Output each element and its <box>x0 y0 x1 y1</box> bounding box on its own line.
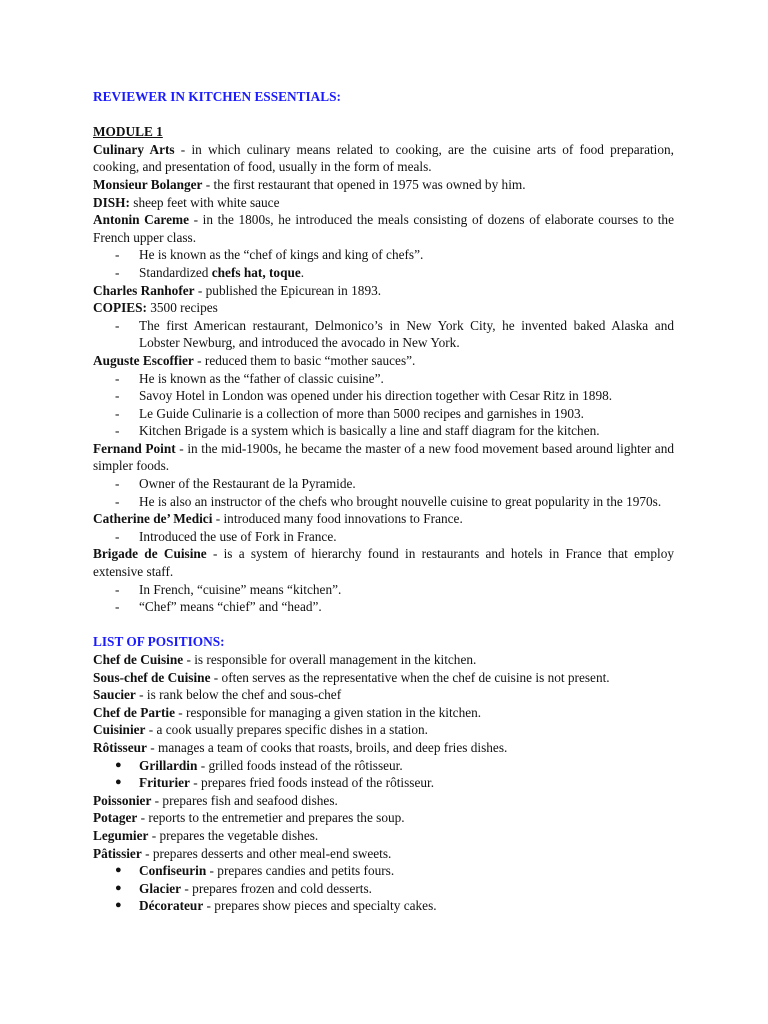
bullet-text: Le Guide Culinarie is a collection of more than 5000 recipes and garnishes in 1903. <box>139 405 584 421</box>
position-term: Cuisinier <box>93 722 146 738</box>
position-text: - prepares frozen and cold desserts. <box>181 880 372 896</box>
entry-term: Fernand Point <box>93 440 176 456</box>
bullet-text: He is known as the “chef of kings and king of chefs”. <box>139 247 424 263</box>
list-item <box>93 862 674 880</box>
dash-marker: - <box>115 581 120 597</box>
bullet-dot-icon: ● <box>115 864 122 877</box>
list-item <box>93 405 674 423</box>
entry-term: DISH: <box>93 194 130 210</box>
bullet-text: Kitchen Brigade is a system which is basically a line and staff diagram for the kitchen. <box>139 423 600 439</box>
position-term: Grillardin <box>139 757 198 773</box>
list-item <box>93 264 674 282</box>
bullet-text: In French, “cuisine” means “kitchen”. <box>139 581 342 597</box>
bullet-text: Owner of the Restaurant de la Pyramide. <box>139 476 356 492</box>
dash-marker: - <box>115 405 120 421</box>
entry-term: Charles Ranhofer <box>93 282 195 298</box>
bullet-dot-icon: ● <box>115 776 122 789</box>
spacer <box>93 106 674 124</box>
position-text: - prepares show pieces and specialty cakes. <box>203 898 437 914</box>
dash-marker: - <box>115 476 120 492</box>
position-poissonier <box>93 792 674 810</box>
entry-text: - reduced them to basic “mother sauces”. <box>193 352 416 368</box>
entry-auguste-escoffier <box>93 352 674 370</box>
entry-text: - is a system of hierarchy found in restaurants and hotels in France that employ extensive staff. <box>93 546 674 580</box>
dash-marker: - <box>115 493 120 509</box>
entry-charles-ranhofer <box>93 282 674 300</box>
dash-marker: - <box>115 247 120 263</box>
list-item <box>93 581 674 599</box>
position-text: - is responsible for overall management in the kitchen. <box>183 652 477 667</box>
position-text: - is rank below the chef and sous-chef <box>135 687 342 703</box>
position-term: Poissonier <box>93 792 152 808</box>
entry-culinary-arts <box>93 141 674 176</box>
entry-text: 3500 recipes <box>146 300 218 316</box>
dash-marker: - <box>115 264 120 280</box>
entry-text: - introduced many food innovations to France. <box>212 511 463 527</box>
entry-monsieur-bolanger <box>93 176 674 194</box>
position-term: Chef de Partie <box>93 704 175 720</box>
bullet-text: Standardized <box>139 264 212 280</box>
entry-brigade-de-cuisine <box>93 545 674 580</box>
dash-marker: - <box>115 317 120 333</box>
position-text: - prepares desserts and other meal-end sweets. <box>141 845 392 861</box>
position-text: - a cook usually prepares specific dishes in a station. <box>145 722 428 738</box>
dash-marker: - <box>115 370 120 386</box>
list-item <box>93 422 674 440</box>
entry-term: Antonin Careme <box>93 212 189 228</box>
position-term: Glacier <box>139 880 182 896</box>
entry-text: - in which culinary means related to cooking, are the cuisine arts of food preparation, cooking, and presentation of food, usually in the form of meals. <box>93 141 674 175</box>
entry-term: Brigade de Cuisine <box>93 546 207 562</box>
positions-heading: LIST OF POSITIONS: <box>93 634 225 650</box>
entry-catherine-de-medici <box>93 510 674 528</box>
bullet-text: He is known as the “father of classic cuisine”. <box>139 370 384 386</box>
patissier-subpositions <box>93 862 674 915</box>
entry-term: Catherine de’ Medici <box>93 511 213 527</box>
position-text: - often serves as the representative when the chef de cuisine is not present. <box>210 669 610 685</box>
list-item <box>93 246 674 264</box>
position-text: - prepares the vegetable dishes. <box>148 827 319 843</box>
entry-text: - published the Epicurean in 1893. <box>194 282 382 298</box>
position-chef-de-partie <box>93 704 674 722</box>
position-term: Pâtissier <box>93 845 142 861</box>
bullet-dot-icon: ● <box>115 899 122 912</box>
position-rotisseur <box>93 739 674 757</box>
position-term: Confiseurin <box>139 863 207 879</box>
position-saucier <box>93 686 674 704</box>
module-heading: MODULE 1 <box>93 124 163 140</box>
entry-antonin-careme <box>93 211 674 246</box>
list-item <box>93 757 674 775</box>
entry-term: COPIES: <box>93 300 147 316</box>
position-term: Friturier <box>139 775 190 791</box>
point-bullets <box>93 475 674 510</box>
position-text: - manages a team of cooks that roasts, broils, and deep fries dishes. <box>146 739 508 755</box>
document-title: REVIEWER IN KITCHEN ESSENTIALS: <box>93 89 341 104</box>
list-item <box>93 774 674 792</box>
position-term: Potager <box>93 810 138 826</box>
entry-term: Culinary Arts <box>93 141 175 157</box>
escoffier-bullets <box>93 370 674 440</box>
list-item <box>93 528 674 546</box>
bullet-dot-icon: ● <box>115 758 122 771</box>
position-term: Legumier <box>93 827 149 843</box>
bullet-text: Savoy Hotel in London was opened under his direction together with Cesar Ritz in 1898. <box>139 388 613 404</box>
bullet-dot-icon: ● <box>115 881 122 894</box>
position-term: Sous-chef de Cuisine <box>93 669 211 685</box>
list-item <box>93 598 674 616</box>
position-term: Chef de Cuisine <box>93 652 184 667</box>
entry-dish <box>93 194 674 212</box>
entry-text: - in the mid-1900s, he became the master of a new food movement based around lighter and simpler foods. <box>93 440 674 474</box>
ranhofer-bullets <box>93 317 674 352</box>
position-text: - responsible for managing a given station in the kitchen. <box>174 704 482 720</box>
list-item <box>93 897 674 915</box>
position-term: Saucier <box>93 687 136 703</box>
bullet-text: The first American restaurant, Delmonico’s in New York City, he invented baked Alaska and Lobster Newburg, and introduced the avocado in New York. <box>139 317 674 351</box>
list-item <box>93 317 674 352</box>
bullet-text: “Chef” means “chief” and “head”. <box>139 599 322 615</box>
list-item <box>93 493 674 511</box>
position-potager <box>93 809 674 827</box>
brigade-bullets <box>93 581 674 616</box>
position-sous-chef <box>93 669 674 687</box>
position-text: - grilled foods instead of the rôtisseur. <box>197 757 403 773</box>
dash-marker: - <box>115 423 120 439</box>
entry-text: - the first restaurant that opened in 1975 was owned by him. <box>202 176 526 192</box>
position-legumier <box>93 827 674 845</box>
position-term: Rôtisseur <box>93 739 147 755</box>
spacer <box>93 616 674 634</box>
position-patissier <box>93 845 674 863</box>
entry-copies <box>93 299 674 317</box>
rotisseur-subpositions <box>93 757 674 792</box>
list-item <box>93 370 674 388</box>
entry-text: - in the 1800s, he introduced the meals consisting of dozens of elaborate courses to the French upper class. <box>93 212 674 245</box>
bullet-bold: chefs hat, toque <box>211 264 301 280</box>
position-chef-de-cuisine <box>93 651 674 669</box>
bullet-text: . <box>300 264 305 280</box>
list-item <box>93 475 674 493</box>
dash-marker: - <box>115 388 120 404</box>
list-item <box>93 880 674 898</box>
position-cuisinier <box>93 721 674 739</box>
position-term: Décorateur <box>139 898 204 914</box>
entry-term: Auguste Escoffier <box>93 352 194 368</box>
position-text: - reports to the entremetier and prepares the soup. <box>137 810 405 826</box>
medici-bullets <box>93 528 674 546</box>
entry-term: Monsieur Bolanger <box>93 176 203 192</box>
dash-marker: - <box>115 599 120 615</box>
position-text: - prepares candies and petits fours. <box>206 863 395 879</box>
entry-text: sheep feet with white sauce <box>129 194 280 210</box>
position-text: - prepares fried foods instead of the rôtisseur. <box>189 775 435 791</box>
position-text: - prepares fish and seafood dishes. <box>151 792 338 808</box>
bullet-text: He is also an instructor of the chefs who brought nouvelle cuisine to great popularity in the 1970s. <box>139 493 662 509</box>
bullet-text: Introduced the use of Fork in France. <box>139 528 337 544</box>
list-item <box>93 387 674 405</box>
dash-marker: - <box>115 528 120 544</box>
entry-fernand-point <box>93 440 674 475</box>
careme-bullets <box>93 246 674 281</box>
